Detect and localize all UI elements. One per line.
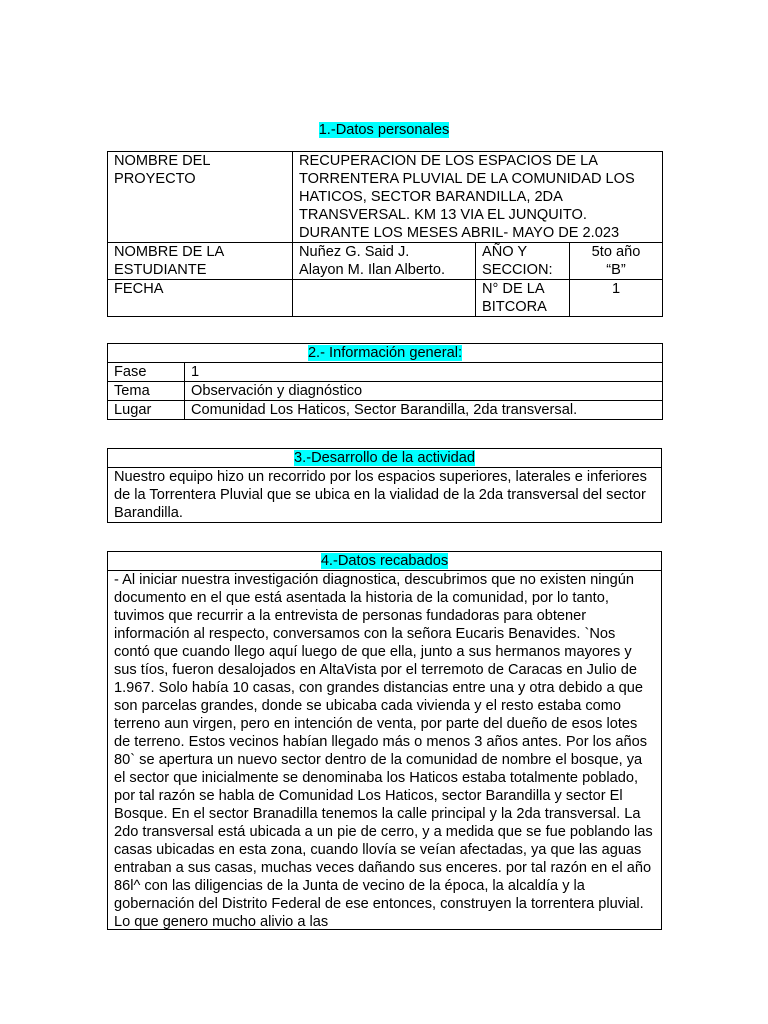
section-1-heading-text: 1.-Datos personales	[318, 122, 450, 138]
section-4-heading	[108, 552, 662, 571]
section-3-heading	[108, 449, 662, 468]
date-label: FECHA	[108, 280, 293, 317]
activity-text: Nuestro equipo hizo un recorrido por los espacios superiores, laterales e inferiores de la Torrentera Pluvial que se ubica en la vialidad de la 2da transversal del sector Barandilla.	[108, 468, 662, 523]
year-value	[570, 243, 663, 280]
general-info-table	[107, 343, 663, 420]
section-2-heading	[108, 344, 663, 363]
collected-data-cell	[108, 571, 662, 930]
project-row	[108, 152, 663, 243]
section-3-heading-text: 3.-Desarrollo de la actividad	[294, 450, 475, 466]
phase-value: 1	[185, 363, 663, 382]
bitacora-label: N° DE LA BITCORA	[476, 280, 570, 317]
collected-data-row	[108, 571, 662, 930]
section-2-heading-row	[108, 344, 663, 363]
year-value-section: “B”	[606, 262, 626, 278]
student-name-2: Alayon M. Ilan Alberto.	[299, 262, 446, 278]
phase-label: Fase	[108, 363, 185, 382]
info-row-topic	[108, 382, 663, 401]
student-label: NOMBRE DE LA ESTUDIANTE	[108, 243, 293, 280]
section-2-heading-text: 2.- Información general:	[307, 345, 463, 361]
section-4-heading-text: 4.-Datos recabados	[320, 553, 449, 569]
project-label: NOMBRE DEL PROYECTO	[108, 152, 293, 243]
section-4-heading-row	[108, 552, 662, 571]
topic-label: Tema	[108, 382, 185, 401]
section-3-heading-row	[108, 449, 662, 468]
year-label: AÑO Y SECCION:	[476, 243, 570, 280]
student-value	[293, 243, 476, 280]
topic-value: Observación y diagnóstico	[185, 382, 663, 401]
year-value-grade: 5to año	[591, 244, 641, 260]
activity-row	[108, 468, 662, 523]
project-value: RECUPERACION DE LOS ESPACIOS DE LA TORRENTERA PLUVIAL DE LA COMUNIDAD LOS HATICOS, SECTOR BARANDILLA, 2DA TRANSVERSAL. KM 13 VIA EL JUNQUITO. DURANTE LOS MESES ABRIL- MAYO DE 2.023	[293, 152, 663, 243]
student-name-1: Nuñez G. Said J.	[299, 244, 410, 260]
activity-table	[107, 448, 662, 523]
place-label: Lugar	[108, 401, 185, 420]
info-row-place	[108, 401, 663, 420]
collected-data-table	[107, 551, 662, 930]
date-row	[108, 280, 663, 317]
section-1-heading	[0, 121, 768, 139]
personal-data-table	[107, 151, 663, 317]
info-row-phase	[108, 363, 663, 382]
date-value	[293, 280, 476, 317]
student-row	[108, 243, 663, 280]
place-value: Comunidad Los Haticos, Sector Barandilla, 2da transversal.	[185, 401, 663, 420]
collected-data-text: - Al iniciar nuestra investigación diagnostica, descubrimos que no existen ningún documento en el que está asentada la historia de la comunidad, por lo tanto, tuvimos que recurrir a la entrevista de personas fundadoras para obtener información al respecto, conversamos con la señora Eucaris Benavides. `Nos contó que cuando llego aquí luego de que ella, junto a sus hermanos mayores y sus tíos, fueron desalojados en AltaVista por el terremoto de Caracas en Julio de 1.967. Solo había 10 casas, con grandes distancias entre una y otra debido a que son parcelas grandes, donde se ubicaba cada vivienda y el resto estaba como terreno aun virgen, pero en intención de venta, por parte del dueño de esos lotes de terreno. Estos vecinos habían llegado más o menos 3 años antes. Por los años 80` se apertura un nuevo sector dentro de la comunidad de nombre el bosque, ya el sector que inicialmente se denominaba los Haticos estaba totalmente poblado, por tal razón se habla de Comunidad Los Haticos, sector Barandilla y sector El Bosque. En el sector Branadilla tenemos la calle principal y la 2da transversal. La 2do transversal está ubicada a un pie de cerro, y a medida que se fue poblando las casas ubicadas en esta zona, cuando llovía se veían afectadas, ya que las aguas entraban a sus casas, muchas veces dañando sus enceres. por tal razón en el año 86l^ con las diligencias de la Junta de vecino de la época, la alcaldía y la gobernación del Distrito Federal de ese entonces, construyen la torrentera pluvial. Lo que genero mucho alivio a las	[114, 572, 653, 929]
bitacora-value: 1	[570, 280, 663, 317]
